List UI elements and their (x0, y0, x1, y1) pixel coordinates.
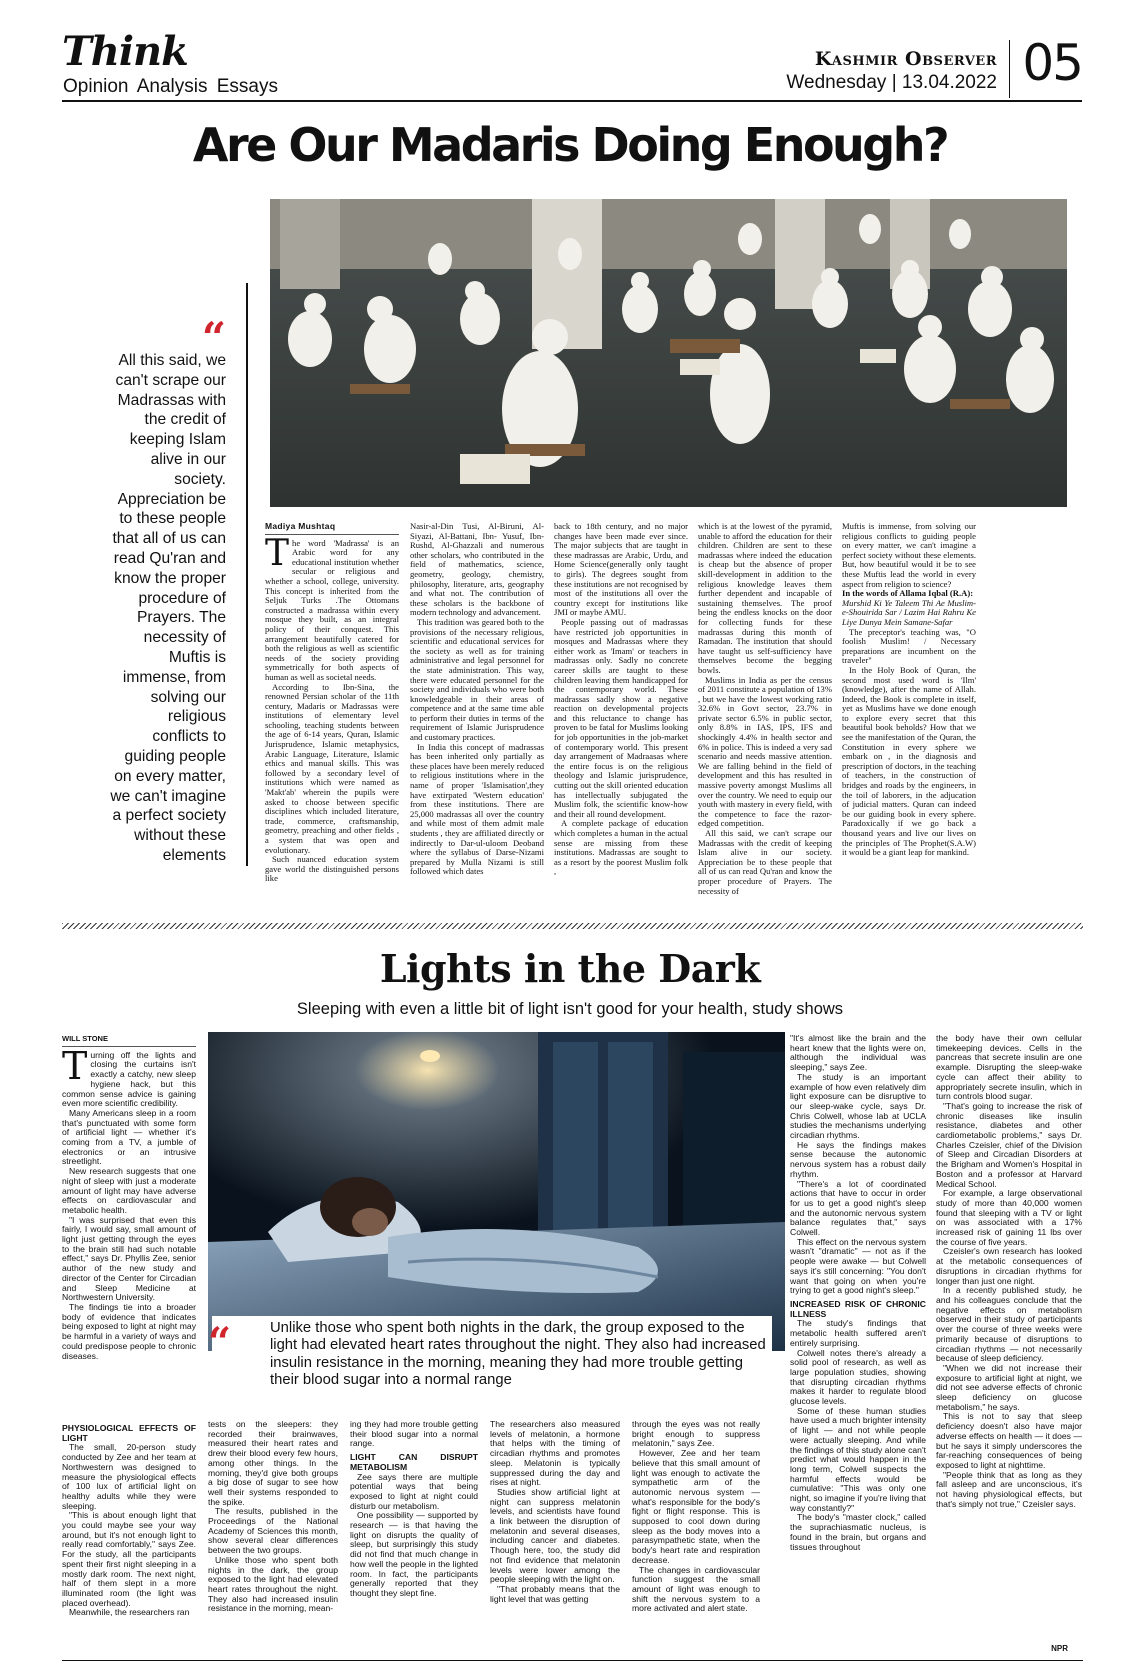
story2-paragraph: The results, published in the Proceedings of the National Academy of Sciences this month, show several clear differences between the two groups. (208, 1506, 338, 1556)
story1-column-2 (410, 521, 544, 877)
masthead-separator (1009, 40, 1010, 98)
story1-paragraph: People passing out of madrassas have restricted job opportunities in mosques and Madrassas where they either work as 'Imam' or teachers in madrassas only. Sadly no concrete career skills are taught to these children leaving them handicapped for the contemporary world. These madrassas sadly show a negative reaction on developmental projects and this reluctance to change has proven to be fatal for Muslims looking for job opportunities in the job-market of contemporary world. This present day arrangement of Madraasas where the entire focus is on the religious theology and Islamic jurisprudence, cutting out the skill oriented education has intellectually subjugated the Muslim folk, the scientific know-how and their all round development. (554, 616, 688, 819)
story2-column-3 (350, 1420, 478, 1644)
story1-paragraph: Nasir-al-Din Tusi, Al-Biruni, Al-Siyazi, Al-Battani, Ibn- Yusuf, Ibn-Rushd, Al-Ghazzali and numerous other scholars, who contributed in the field of mathematics, science, geometry, geology, chemistry, philosophy, literature, arts, geography and what not. The contribution of these scholars is the backbone of modern technology and advancement. (410, 521, 544, 618)
story1-paragraph: All this said, we can't scrape our Madrassas with the credit of keeping Islam alive in our society. Appreciation be to these people that all of us can read Qu'ran and know the proper procedure of Prayers. The necessity of (698, 828, 832, 896)
story2-paragraph: One possibility — supported by research — is that having the light on disrupts the quality of sleep, but surprisingly this study did not find that much change in how well the people in the lighted room. In fact, the participants generally reported that they thought they slept fine. (350, 1510, 478, 1598)
story2-column-1 (62, 1034, 196, 1418)
story2-paragraph: New research suggests that one night of sleep with just a moderate amount of light may have adverse effects on cardiovascular and metabolic health. (62, 1166, 196, 1215)
story1-column-3 (554, 521, 688, 877)
story2-subhead: PHYSIOLOGICAL EFFECTS OF LIGHT (62, 1423, 196, 1443)
story2-paragraph: Czeisler's own research has looked at the metabolic consequences of disruptions in circadian rhythms for longer than just one night. (936, 1246, 1082, 1286)
story2-paragraph: Colwell notes there's already a solid pool of research, as well as large population studies, showing that disrupting circadian rhythms makes it harder to regulate blood glucose levels. (790, 1347, 926, 1407)
story2-column-7 (936, 1034, 1082, 1640)
story2-paragraph: Zee says there are multiple potential ways that being exposed to light at night could disturb our metabolism. (350, 1471, 478, 1511)
story2-pullquote (208, 1316, 772, 1390)
quote-mark-icon: “ (201, 313, 226, 362)
issue-date: Wednesday | 13.04.2022 (786, 72, 997, 93)
story1-paragraph: Such nuanced education system gave world the distinguished persons like (265, 854, 399, 884)
story1-verse: Murshid Ki Ye Taleem Thi Ae Muslim-e-Shouirida Sar / Lazim Hai Rahru Ke Liye Dunya Mein Samane-Safar (842, 597, 976, 627)
story2-paragraph: The study's findings that metabolic health suffered aren't entirely surprising. (790, 1318, 926, 1348)
story2-paragraph: Turning off the lights and closing the curtains isn't exactly a catchy, new sleep hygiene hack, but this common sense advice is gaining even more scientific credibility. (62, 1043, 196, 1109)
story2-paragraph: "There's a lot of coordinated actions that have to occur in order for us to get a good night's sleep and the autonomic nervous system balance regulates that," says Colwell. (790, 1178, 926, 1238)
story2-paragraph: The small, 20-person study conducted by Zee and her team at Northwestern was designed to measure the physiological effects of 100 lux of artificial light on healthy adults while they were sleeping. (62, 1442, 196, 1511)
story2-paragraph: The body's "master clock," called the suprachiasmatic nucleus, is found in the brain, but organs and tissues throughout (790, 1512, 926, 1552)
story1-headline: Are Our Madaris Doing Enough? (192, 118, 948, 172)
story1-paragraph: which is at the lowest of the pyramid, unable to afford the education for their children. Children are sent to these madrassas where indeed the education is cheap but the absence of proper skill-development in addition to the religious knowledge leaves them further dependent and incapable of sustaining themselves. The proof being the endless knocks on the door for collecting funds for these madrassas during this month of Ramadan. The institution that should have taught us self-sufficiency have themselves become the begging bowls. (698, 521, 832, 675)
dark-bedroom-illustration (208, 1032, 785, 1351)
story2-paragraph: "People think that as long as they fall asleep and are unconscious, it's not having physiological effects, but that's simply not true," Czeisler says. (936, 1469, 1082, 1509)
story1-pullquote-text: All this said, we can't scrape our Madrassas with the credit of keeping Islam alive in our society. Appreciation be to these people that all of us can read Qu'ran and know the proper procedure of Prayers. The necessity of Muftis is immense, from solving our religious conflicts to guiding people on every matter, we can't imagine a perfect society without these elements (110, 352, 226, 864)
story1-paragraph: This tradition was geared both to the provisions of the necessary religious, scientific and educational services for the society as well as for training administrative and legal personnel for the state administration. This way, there were educated personnel for the society and individuals who were both knowledgeable in their areas of competence and at the same time able to perform their duties in terms of the requirement of Islamic Jurisprudence and customary practices. (410, 616, 544, 743)
story2-subhead: LIGHT CAN DISRUPT METABOLISM (350, 1452, 478, 1472)
story2-paragraph: tests on the sleepers: they recorded their brainwaves, measured their heart rates and drew their blood every few hours, among other things. In the morning, they'd give both groups a big dose of sugar to see how well their systems responded to the spike. (208, 1419, 338, 1507)
story2-column-5 (632, 1420, 760, 1644)
story1-paragraph: The preceptor's teaching was, "O foolish Muslim! / Necessary preparations are incumbent on the traveler" (842, 626, 976, 666)
quote-mark-icon: “ (208, 1319, 232, 1366)
story2-paragraph: Some of these human studies have used a much brighter intensity of light — and not while people were actually sleeping. And while the findings of this study alone can't predict what would happen in the long term, Colwell suspects the harmful effects would be cumulative: "This was only one night, so imagine if you're living that way constantly?" (790, 1405, 926, 1513)
story1-subhead: In the words of Allama Iqbal (R.A): (842, 588, 974, 599)
story2-paragraph: This effect on the nervous system wasn't "dramatic" — not as if the people were awake — but Colwell says it's still concerning: "You don't want that going on when you're trying to get a good night's sleep." (790, 1236, 926, 1296)
story2-column-4 (490, 1420, 620, 1644)
story2-paragraph: "I was surprised that even this fairly, I would say, small amount of light just getting through the eyes to the brain still had such notable effect," says Dr. Phyllis Zee, senior author of the new study and director of the Center for Circadian and Sleep Medicine at Northwestern University. (62, 1214, 196, 1303)
section-subtitle: Opinion Analysis Essays (63, 76, 278, 97)
story2-paragraph: "It's almost like the brain and the heart knew that the lights were on, although the individual was sleeping," says Zee. (790, 1033, 926, 1073)
masthead (62, 28, 1082, 102)
newspaper-name: Kashmir Observer (814, 48, 997, 70)
story2-paragraph: Studies show artificial light at night can suppress melatonin levels, and scientists have found a link between the disruption of melatonin and several diseases, including cancer and diabetes. Though here, too, the study did not find evidence that melatonin levels were lower among the people sleeping with the light on. (490, 1486, 620, 1585)
story2-headline: Lights in the Dark (379, 946, 761, 991)
section-divider (62, 923, 1083, 929)
story2-column-6 (790, 1034, 926, 1644)
story2-paragraph: He says the findings makes sense because the autonomic nervous system has a robust daily rhythm. (790, 1139, 926, 1179)
story2-paragraph: In a recently published study, he and his colleagues conclude that the negative effects on metabolism observed in their study of participants over the course of three weeks were primarily because of disruptions to circadian rhythms — not necessarily because of sleep deficiency. (936, 1285, 1082, 1364)
story2-byline: WILL STONE (62, 1034, 196, 1047)
story1-paragraph: The word 'Madrassa' is an Arabic word for any educational institution whether secular or religious and whether a school, college, university. This concept is inherited from the Seljuk Turks .The Ottomans constructed a madrassa within every mosque they built, as an integral policy of their conquest. This arrangement beautifully catered for both the religious as well as scientific needs of the society providing symmetrically for both aspects of human as well as societal needs. (265, 532, 399, 682)
story1-paragraph: Muftis is immense, from solving our religious conflicts to guiding people on every matter, we can't imagine a perfect society without these elements. But, how beautiful would it be to see these Muftis lead the world in every aspect from religion to science? (842, 521, 976, 589)
story2-paragraph: through the eyes was not really bright enough to suppress melatonin," says Zee. (632, 1419, 760, 1449)
dropcap: T (265, 532, 290, 574)
story2-paragraph: The study is an important example of how even relatively dim light exposure can be disruptive to our sleep-wake cycle, says Dr. Chris Colwell, whose lab at UCLA studies the mechanisms underlying circadian rhythms. (790, 1071, 926, 1141)
story2-paragraph: "That probably means that the light level that was getting (490, 1583, 620, 1604)
story1-byline: Madiya Mushtaq (265, 522, 399, 535)
pullquote-rule (246, 283, 248, 866)
story1-paragraph: A complete package of education which completes a human in the actual sense are missing from these institutions. Madrassas are sought to as a resort by the poorest Muslim folk , (554, 818, 688, 877)
story1-pullquote (110, 313, 226, 866)
story1-paragraph: back to 18th century, and no major changes have been made ever since. The major subjects that are taught in these madrassas are Arabic, Urdu, and Home Science(generally only taught to girls). The degrees sought from these institutions are not recognised by most of the institutions all over the country except for institutions like JMI or maybe AMU. (554, 521, 688, 618)
story1-paragraph: Muslims in India as per the census of 2011 constitute a population of 13% , but we have the lowest working ratio 32.6% in Govt sector, 23.7% in private sector 6.5% in public sector, only 8.8% in IAS, IPS, IFS and shockingly 4.4% in health sector and 6% in police. This is indeed a very sad scenario and needs massive attention. We are falling behind in the field of development and this has resulted in massive poverty amongst Muslims all over the country. We need to equip our youth with mastery in every field, with the competence to face the razor-edged competition. (698, 674, 832, 829)
story2-paragraph: The researchers also measured levels of melatonin, a hormone that helps with the timing of circadian rhythms and promotes sleep. Melatonin is typically suppressed during the day and rises at night. (490, 1419, 620, 1488)
section-name: Think (62, 28, 188, 75)
story1-column-1 (265, 521, 399, 884)
story2-credit: NPR (1051, 1644, 1068, 1653)
dropcap: T (62, 1043, 88, 1088)
story1-column-5 (842, 522, 976, 867)
story2-paragraph: "This is about enough light that you could maybe see your way around, but it's not enough light to really read comfortably," says Zee. For the study, all the participants spent their first night sleeping in a mostly dark room. The next night, half of them slept in a more illuminated room (the light was placed overhead). (62, 1510, 196, 1608)
sleeping-woman-photo (208, 1032, 785, 1351)
story2-paragraph: This is not to say that sleep deficiency doesn't also have major adverse effects on health — it does — but he says it simply underscores the far-reaching consequences of being exposed to light at nighttime. (936, 1411, 1082, 1470)
story2-paragraph: However, Zee and her team believe that this small amount of light was enough to activate the sympathetic arm of the autonomic nervous system — what's responsible for the body's fight or flight response. This is supposed to cool down during sleep as the body moves into a parasympathetic state, when the body's heart rate and respiration decrease. (632, 1448, 760, 1565)
story2-paragraph: Meanwhile, the researchers ran (69, 1607, 190, 1618)
story2-subhead: INCREASED RISK OF CHRONIC ILLNESS (790, 1298, 926, 1319)
story1-paragraph: According to Ibn-Sina, the renowned Persian scholar of the 11th century, Madaris or Madrassas were institutions of elementary level schooling, teaching students between the age of 6-14 years, Quran, Islamic Jurisprudence, Islamic metaphysics, Arabic Language, Literature, Islamic ethics and manual skills. This was followed by a secondary level of institutions which were named as 'Makt'ab' wherein the pupils were asked to choose between specific disciplines which included literature, trade, commerce, craftsmanship, geometry, preaching and other fields , a system that was open and evolutionary. (265, 681, 399, 855)
story2-paragraph: The findings tie into a broader body of evidence that indicates being exposed to light at night may be harmful in a variety of ways and could predispose people to chronic diseases. (62, 1301, 196, 1361)
story1-column-4 (698, 521, 832, 896)
story2-column-2 (208, 1420, 338, 1644)
story2-paragraph: The changes in cardiovascular function suggest the small amount of light was enough to shift the nervous system to a more activated and alert state. (632, 1564, 760, 1614)
page-number: 05 (1022, 34, 1082, 92)
story2-subheadline: Sleeping with even a little bit of light isn't good for your health, study shows (296, 1000, 844, 1018)
story1-paragraph: In India this concept of madrassas has been inherited only partially as these places have been merely reduced to religious institutions where in the name of proper 'Islamisation',they have extirpated 'Western education' from these institutions. There are 25,000 madrassas all over the country and while most of them admit male students , they are affiliated directly or indirectly to Dar-ul-uloom Deoband where the syllabus of Darse-Nizami prepared by Mulla Nizami is still followed which dates (410, 741, 544, 877)
story2-column-1b (62, 1420, 196, 1644)
story1-paragraph: In the Holy Book of Quran, the second most used word is 'Ilm' (knowledge), after the name of Allah. Indeed, the Book is complete in itself, yet as Muslims have we done enough to explore every secret that this beautiful book beholds? How that we see the manifestation of the Quran, the Constitution in every sphere we embark on , in the diagnosis and prescription of doctors, in the teaching of teachers, in the construction of bridges and roads by the engineers, in the toil of laborers, in the adjucation of judicial matters. Quran can indeed be our guiding book in every sphere. Paradoxically if we go back a thousand years and live our lives on the principles of The Prophet(S.A.W) it would be a giant leap for mankind. (842, 664, 976, 858)
madrassa-classroom-illustration (270, 199, 1067, 507)
story2-paragraph: For example, a large observational study of more than 40,000 women found that sleeping with a TV or light on was associated with a 17% increased risk of gaining 11 lbs over the course of five years. (936, 1188, 1082, 1247)
story2-paragraph: Many Americans sleep in a room that's punctuated with some form of artificial light — whether it's coming from a TV, a jumble of electronics or an intrusive streetlight. (62, 1107, 196, 1167)
story2-paragraph: ing they had more trouble getting their blood sugar into a normal range. (350, 1419, 478, 1449)
story2-pullquote-text: Unlike those who spent both nights in the dark, the group exposed to the light had elevated heart rates throughout the night. They also had increased insulin resistance in the morning, meaning they had more trouble getting their blood sugar into a normal range (270, 1320, 766, 1389)
story2-paragraph: "When we did not increase their exposure to artificial light at night, we did not see adverse effects of chronic sleep deficiency on glucose metabolism," he says. (936, 1362, 1082, 1412)
story2-paragraph: the body have their own cellular timekeeping devices. Cells in the pancreas that secrete insulin are one example. Disrupting the sleep-wake cycle can affect their ability to appropriately secrete insulin, which in turn controls blood sugar. (936, 1033, 1082, 1102)
story2-paragraph: "That's going to increase the risk of chronic diseases like insulin resistance, diabetes and other cardiometabolic problems," says Dr. Charles Czeisler, chief of the Division of Sleep and Circadian Disorders at the Brigham and Women's Hospital in Boston and a professor at Harvard Medical School. (936, 1100, 1082, 1189)
bottom-rule (62, 1660, 1083, 1661)
madrassa-classroom-photo (270, 199, 1067, 507)
story2-paragraph: Unlike those who spent both nights in the dark, the group exposed to the light had elevated heart rates throughout the night. They also had increased insulin resistance in the morning, mean- (208, 1554, 338, 1614)
